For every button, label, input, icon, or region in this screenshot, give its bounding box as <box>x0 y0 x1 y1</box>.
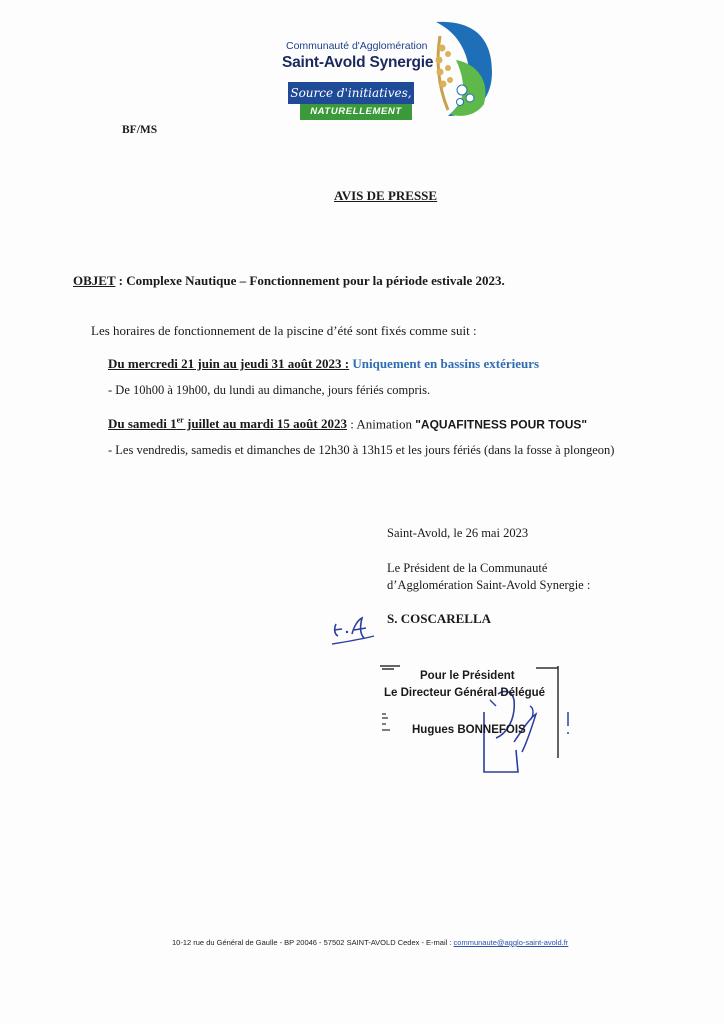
footer-email-link[interactable]: communaute@agglo-saint-avold.fr <box>453 938 569 947</box>
handwritten-initials-icon <box>330 614 378 650</box>
stamp-line-3: Hugues BONNEFOIS <box>412 724 526 736</box>
period-1-date: Du mercredi 21 juin au jeudi 31 août 2023 : <box>108 356 350 371</box>
signatory-name: S. COSCARELLA <box>387 611 492 626</box>
period-2-date-suffix: juillet au mardi 15 août 2023 <box>183 416 347 432</box>
period-2-heading <box>108 416 587 432</box>
signatory-role-line-1: Le Président de la Communauté <box>387 561 548 575</box>
period-2-detail: - Les vendredis, samedis et dimanches de 12h30 à 13h15 et les jours fériés (dans la fosse à plongeon) <box>108 443 615 457</box>
intro-paragraph: Les horaires de fonctionnement de la piscine d’été sont fixés comme suit : <box>91 323 477 338</box>
footer-address-text: 10-12 rue du Général de Gaulle - BP 20046 - 57502 SAINT-AVOLD Cedex - E-mail : <box>172 938 454 947</box>
period-1-note: Uniquement en bassins extérieurs <box>352 356 540 371</box>
signatory-role <box>387 560 590 594</box>
stamp-line-1: Pour le Président <box>420 670 515 682</box>
subject-text: Complexe Nautique – Fonctionnement pour la période estivale 2023. <box>126 273 505 288</box>
footer-address <box>172 938 568 947</box>
subject-label: OBJET <box>73 273 116 288</box>
logo-emblem-icon <box>426 20 494 120</box>
period-2-animation: "AQUAFITNESS POUR TOUS" <box>415 417 588 432</box>
logo-line-2: Saint-Avold Synergie <box>282 54 434 71</box>
logo-tagline-2: NATURELLEMENT <box>300 104 412 120</box>
stamp-line-2: Le Directeur Général Délégué <box>384 687 546 699</box>
logo-tagline: Source d'initiatives, <box>288 82 414 104</box>
signatory-role-line-2: d’Agglomération Saint-Avold Synergie : <box>387 578 591 592</box>
page-title: AVIS DE PRESSE <box>334 188 438 203</box>
period-1-detail: - De 10h00 à 19h00, du lundi au dimanche, jours fériés compris. <box>108 383 431 397</box>
delegation-stamp <box>372 660 592 780</box>
logo-line-1: Communauté d'Agglomération <box>286 40 428 52</box>
period-1-heading <box>108 356 539 372</box>
place-and-date: Saint-Avold, le 26 mai 2023 <box>387 526 529 540</box>
period-2-date-prefix: Du samedi 1 <box>108 416 177 432</box>
period-2-date-sup: er <box>176 416 184 425</box>
document-reference: BF/MS <box>122 124 158 136</box>
period-2-date <box>108 416 347 431</box>
subject-separator: : <box>115 273 127 288</box>
subject-line <box>73 273 505 289</box>
period-2-separator: : Animation <box>346 416 416 432</box>
organization-logo <box>282 20 494 124</box>
